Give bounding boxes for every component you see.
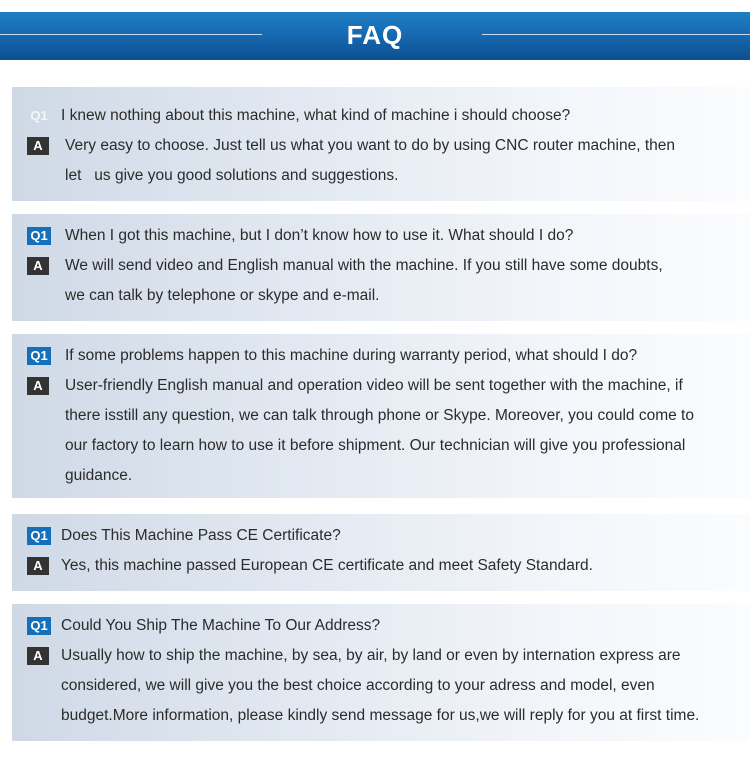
question-text: When I got this machine, but I don’t know how to use it. What should I do? [65,227,574,244]
answer-text-line: our factory to learn how to use it before shipment. Our technician will give you professional [65,437,686,454]
question-badge: Q1 [27,527,51,545]
faq-item-4 [12,514,750,591]
question-row [12,521,750,551]
answer-badge: A [27,557,49,575]
question-row [12,341,750,371]
answer-text-line: there isstill any question, we can talk through phone or Skype. Moreover, you could come to [65,407,694,424]
answer-text-line: Usually how to ship the machine, by sea, by air, by land or even by internation express are [61,647,681,664]
answer-badge: A [27,257,49,275]
answer-row [12,251,750,281]
answer-text-line: Yes, this machine passed European CE certificate and meet Safety Standard. [61,557,593,574]
answer-text-line: guidance. [65,467,133,484]
answer-row [12,671,750,701]
answer-row [12,461,750,491]
answer-text-line: considered, we will give you the best choice according to your adress and model, even [61,677,655,694]
answer-row [12,431,750,461]
answer-row [12,281,750,311]
faq-header [0,12,750,60]
question-badge: Q1 [27,617,51,635]
question-text: Does This Machine Pass CE Certificate? [61,527,341,544]
answer-row [12,161,750,191]
faq-item-3 [12,334,750,498]
answer-text-line: User-friendly English manual and operation video will be sent together with the machine, if [65,377,683,394]
answer-row [12,701,750,731]
answer-text-line: let us give you good solutions and suggestions. [65,167,399,184]
answer-row [12,641,750,671]
answer-row [12,131,750,161]
faq-item-5 [12,604,750,741]
answer-row [12,371,750,401]
answer-text-line: we can talk by telephone or skype and e-mail. [65,287,380,304]
faq-item-2 [12,214,750,321]
answer-badge: A [27,377,49,395]
question-row [12,611,750,641]
question-text: Could You Ship The Machine To Our Address? [61,617,381,634]
question-text: I knew nothing about this machine, what kind of machine i should choose? [61,107,571,124]
answer-badge: A [27,137,49,155]
header-divider-right [482,34,750,35]
answer-row [12,401,750,431]
question-badge: Q1 [27,347,51,365]
question-text: If some problems happen to this machine during warranty period, what should I do? [65,347,638,364]
answer-text-line: budget.More information, please kindly send message for us,we will reply for you at first time. [61,707,700,724]
question-row [12,101,750,131]
answer-badge: A [27,647,49,665]
answer-text-line: We will send video and English manual with the machine. If you still have some doubts, [65,257,663,274]
page-title: FAQ [346,20,404,50]
question-badge: Q1 [30,108,48,123]
question-badge: Q1 [27,227,51,245]
faq-item-1 [12,87,750,201]
answer-row [12,551,750,581]
question-row [12,221,750,251]
answer-text-line: Very easy to choose. Just tell us what you want to do by using CNC router machine, then [65,137,675,154]
